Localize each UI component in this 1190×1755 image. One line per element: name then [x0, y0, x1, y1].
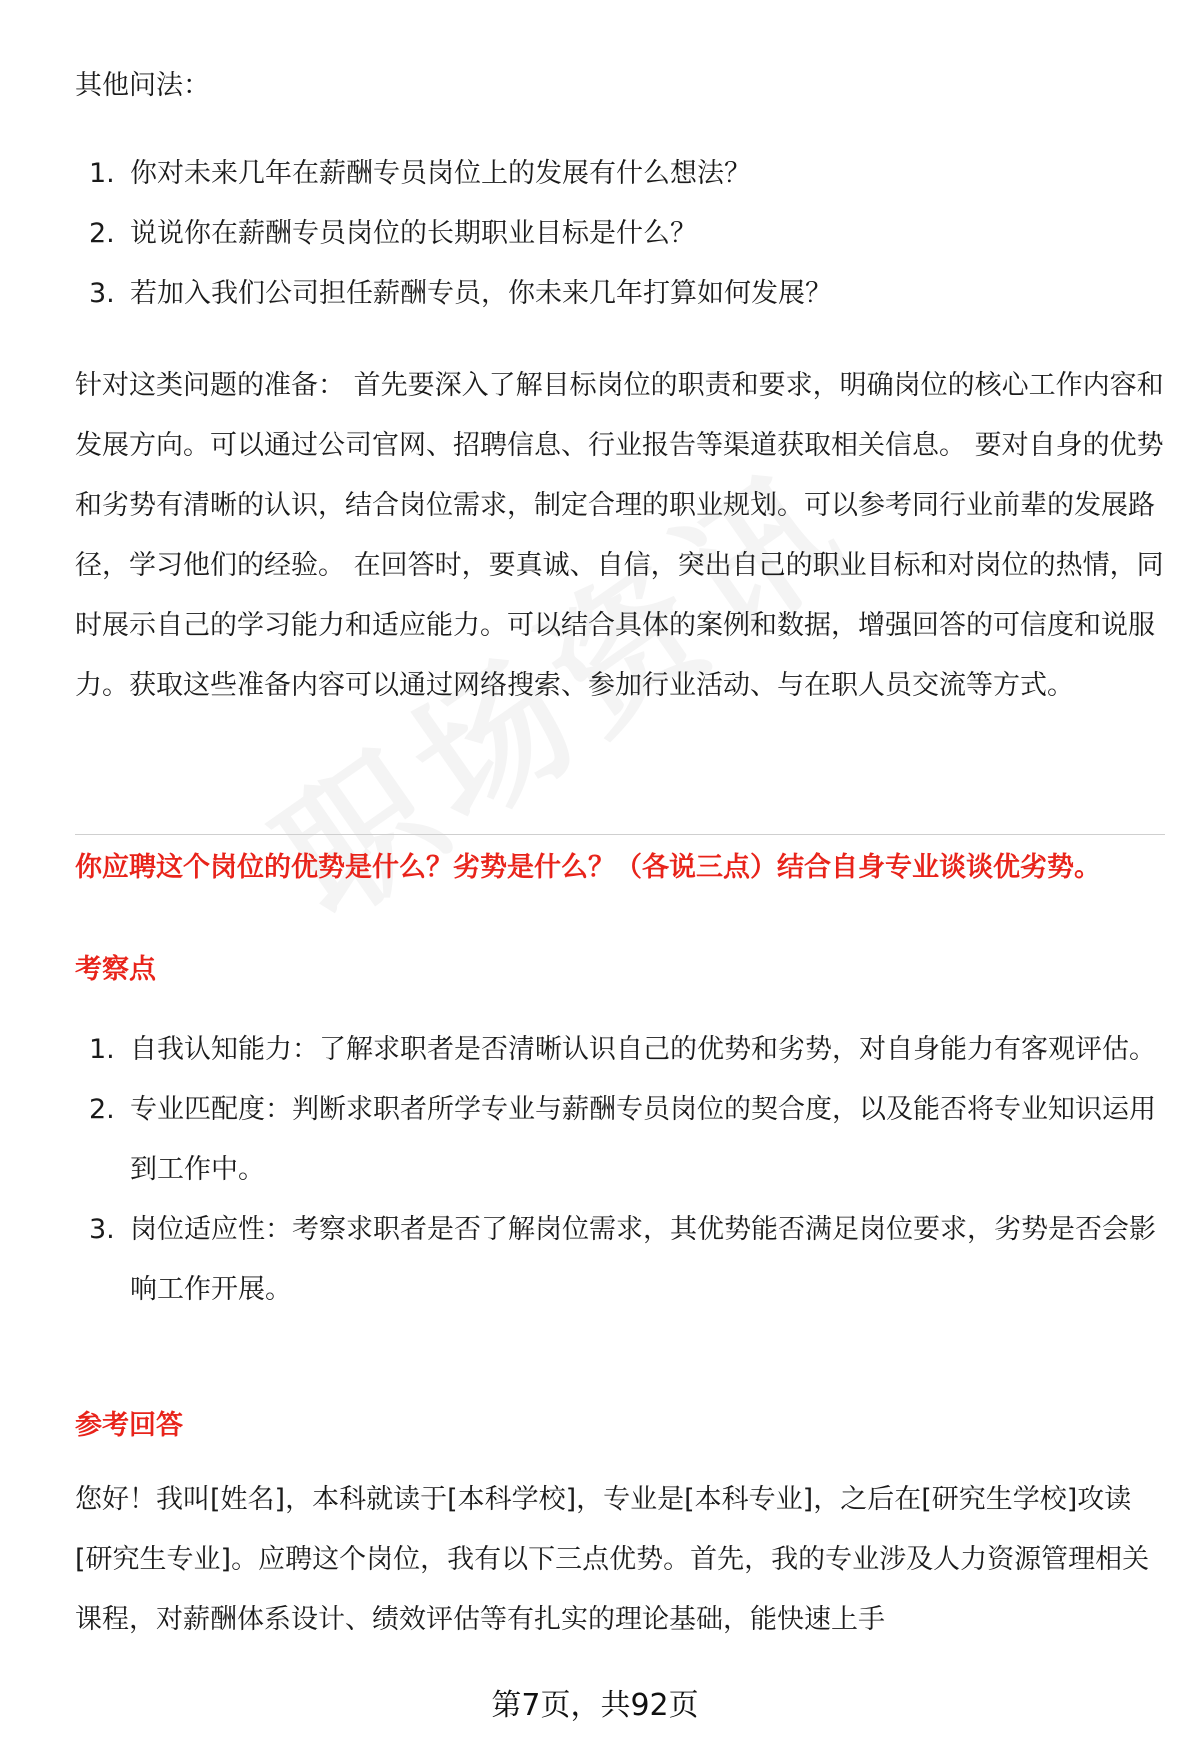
list-item: 1. 你对未来几年在薪酬专员岗位上的发展有什么想法？	[89, 158, 751, 189]
list-item: 2. 专业匹配度：判断求职者所学专业与薪酬专员岗位的契合度，以及能否将专业知识运用到工作中。	[89, 1094, 1156, 1185]
list-item: 2. 说说你在薪酬专员岗位的长期职业目标是什么？	[89, 218, 697, 249]
question-title: 你应聘这个岗位的优势是什么？劣势是什么？（各说三点）结合自身专业谈谈优劣势。	[75, 852, 1101, 883]
assessment-heading: 考察点	[75, 954, 156, 985]
answer-paragraph: 您好！我叫[姓名]，本科就读于[本科学校]，专业是[本科专业]，之后在[研究生学校]攻读[研究生专业]。应聘这个岗位，我有以下三点优势。首先，我的专业涉及人力资源管理相关课程，对薪酬体系设计、绩效评估等有扎实的理论基础，能快速上手	[75, 1484, 1150, 1635]
answer-heading: 参考回答	[75, 1410, 183, 1441]
page-number: 第7页，共92页	[491, 1688, 699, 1723]
intro-label: 其他问法：	[75, 70, 210, 101]
section-divider	[75, 834, 1165, 835]
assessment-points-list	[75, 1020, 1165, 1320]
list-item: 3. 岗位适应性：考察求职者是否了解岗位需求，其优势能否满足岗位要求，劣势是否会影响工作开展。	[89, 1214, 1156, 1305]
preparation-paragraph: 针对这类问题的准备： 首先要深入了解目标岗位的职责和要求，明确岗位的核心工作内容和发展方向。可以通过公司官网、招聘信息、行业报告等渠道获取相关信息。 要对自身的优势和劣势有清晰的认识，结合岗位需求，制定合理的职业规划。可以参考同行业前辈的发展路径，学习他们的经验。 在回答时，要真诚、自信，突出自己的职业目标和对岗位的热情，同时展示自己的学习能力和适应能力。可以结合具体的案例和数据，增强回答的可信度和说服力。获取这些准备内容可以通过网络搜索、参加行业活动、与在职人员交流等方式。	[75, 370, 1164, 701]
list-item: 1. 自我认知能力：了解求职者是否清晰认识自己的优势和劣势，对自身能力有客观评估。	[89, 1034, 1156, 1065]
list-item: 3. 若加入我们公司担任薪酬专员，你未来几年打算如何发展？	[89, 278, 832, 309]
other-questions-list	[75, 144, 1165, 324]
